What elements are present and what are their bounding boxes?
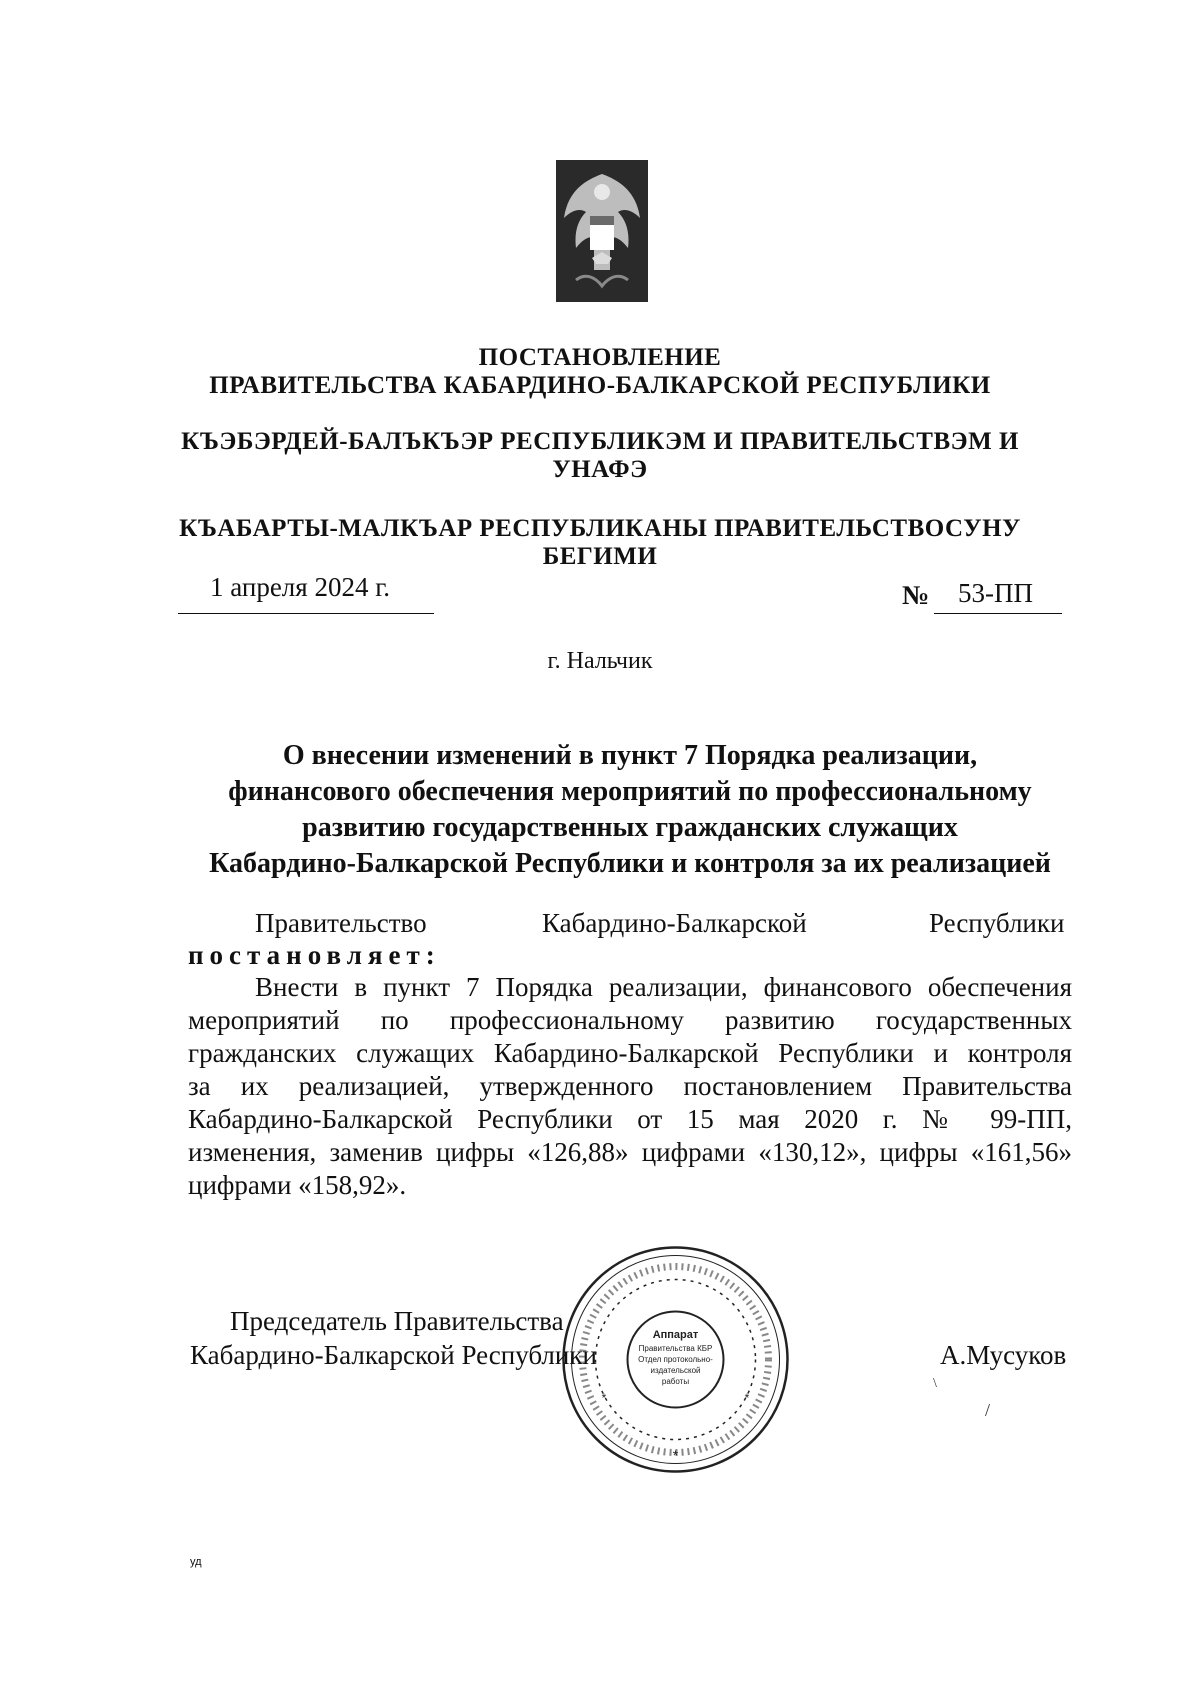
body-line: за их реализацией, утвержденного постановлением Правительства	[188, 1071, 1072, 1101]
signatory-position-line2: Кабардино-Балкарской Республики	[190, 1340, 597, 1370]
signatory-position-line1: Председатель Правительства	[230, 1306, 564, 1336]
body-line: мероприятий по профессиональному развитию государственных	[188, 1005, 1072, 1035]
issuing-authority: ПРАВИТЕЛЬСТВА КАБАРДИНО-БАЛКАРСКОЙ РЕСПУБЛИКИ	[209, 372, 991, 399]
stamp-center-line2: Правительства КБР	[638, 1344, 713, 1353]
preamble-word-government: Правительство	[255, 908, 427, 938]
body-line: изменения, заменив цифры «126,88» цифрами «130,12», цифры «161,56»	[188, 1137, 1072, 1167]
body-line: гражданских служащих Кабардино-Балкарской Республики и контроля	[188, 1038, 1072, 1068]
preamble-word-kbr: Кабардино-Балкарской	[542, 908, 807, 938]
balkar-title-line1: КЪАБАРТЫ-МАЛКЪАР РЕСПУБЛИКАНЫ ПРАВИТЕЛЬСТВОСУНУ	[179, 515, 1021, 542]
document-title	[190, 738, 1070, 882]
preamble-word-republic: Республики	[929, 908, 1065, 938]
kabardian-title-line1: КЪЭБЭРДЕЙ-БАЛЪКЪЭР РЕСПУБЛИКЭМ И ПРАВИТЕЛЬСТВЭМ И	[181, 428, 1019, 455]
svg-text:*: *	[744, 1391, 750, 1405]
document-number: 53-ПП	[958, 578, 1033, 608]
coat-of-arms-icon	[556, 160, 648, 302]
number-label: №	[902, 580, 930, 610]
title-line: О внесении изменений в пункт 7 Порядка реализации,	[282, 740, 978, 771]
date-underline	[178, 613, 434, 614]
balkar-title-line2: БЕГИМИ	[542, 543, 658, 570]
document-date: 1 апреля 2024 г.	[210, 572, 390, 602]
kabardian-title-line2: УНАФЭ	[552, 456, 648, 483]
number-underline	[934, 613, 1062, 614]
decree-word: постановляет:	[188, 940, 441, 970]
stamp-center-line1: Аппарат	[652, 1329, 699, 1341]
scan-mark: \	[933, 1376, 937, 1391]
document-type: ПОСТАНОВЛЕНИЕ	[478, 344, 722, 371]
body-line: Внести в пункт 7 Порядка реализации, финансового обеспечения	[255, 972, 1072, 1002]
scan-mark: /	[985, 1400, 991, 1420]
footer-mark: уд	[190, 1556, 202, 1568]
stamp-center-line3: Отдел протокольно-	[638, 1355, 713, 1364]
body-line: цифрами «158,92».	[188, 1170, 407, 1200]
city: г. Нальчик	[547, 648, 653, 674]
svg-text:*: *	[672, 1447, 679, 1463]
stamp-center-line5: работы	[661, 1377, 690, 1386]
stamp-center-line4: издательской	[650, 1366, 701, 1375]
title-line: финансового обеспечения мероприятий по профессиональному	[228, 776, 1032, 807]
title-line: Кабардино-Балкарской Республики и контроля за их реализацией	[209, 848, 1051, 879]
signatory-name: А.Мусуков	[940, 1340, 1067, 1370]
svg-text:*: *	[601, 1391, 607, 1405]
body-line: Кабардино-Балкарской Республики от 15 мая 2020 г. № 99-ПП,	[188, 1104, 1072, 1134]
title-line: развитию государственных гражданских служащих	[302, 812, 958, 843]
